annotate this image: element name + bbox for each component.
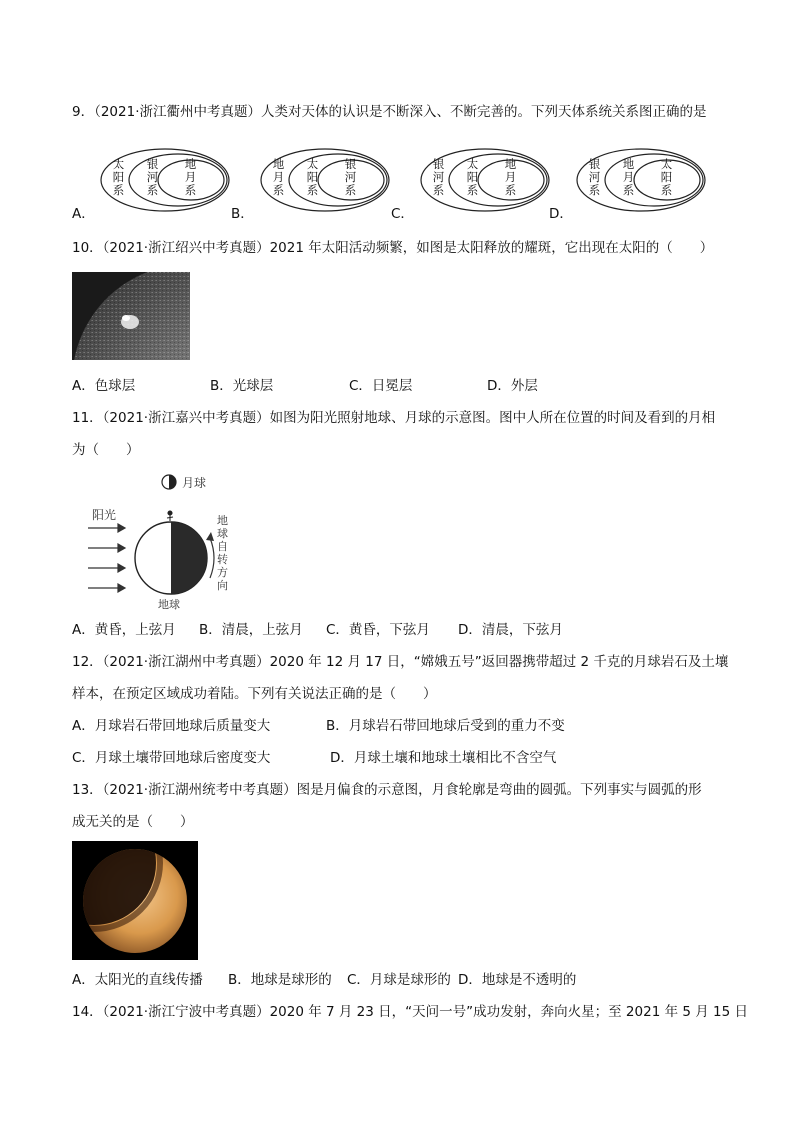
q14-stem-line1: 14．（2021·浙江宁波中考真题）2020 年 7 月 23 日，“天问一号”成功发射，奔向火星；至 2021 年 5 月 15 日 — [72, 1004, 749, 1020]
q13-option-c: C．月球是球形的 — [347, 972, 451, 988]
q12-option-c: C．月球土壤带回地球后密度变大 — [72, 750, 271, 766]
q9-b-middle-label: 太阳系 — [306, 157, 319, 197]
q9-option-c-letter: C． — [391, 206, 414, 222]
q9-c-middle-label: 太阳系 — [466, 157, 479, 197]
q11-stem-line1: 11．（2021·浙江嘉兴中考真题）如图为阳光照射地球、月球的示意图。图中人所在位置的时间及看到的月相 — [72, 410, 716, 426]
q11-rotation-char: 自 — [217, 540, 228, 553]
q9-option-d-letter: D． — [549, 206, 573, 222]
q9-d-outer-label: 银河系 — [588, 157, 601, 197]
q13-stem-line2: 成无关的是（ ） — [72, 814, 194, 830]
q11-moon-label: 月球 — [182, 476, 207, 490]
q12-stem-line1: 12．（2021·浙江湖州中考真题）2020 年 12 月 17 日，“嫦娥五号”返回器携带超过 2 千克的月球岩石及土壤 — [72, 654, 729, 670]
q12-option-d: D．月球土壤和地球土壤相比不含空气 — [330, 750, 557, 766]
q9-a-inner-label: 地月系 — [184, 157, 197, 197]
q11-rotation-char: 向 — [217, 579, 228, 592]
q9-a-middle-label: 银河系 — [146, 157, 159, 197]
q10-option-b: B．光球层 — [210, 378, 274, 394]
q12-option-a: A．月球岩石带回地球后质量变大 — [72, 718, 271, 734]
q11-option-d: D．清晨，下弦月 — [458, 622, 563, 638]
q11-option-b: B．清晨，上弦月 — [199, 622, 303, 638]
q10-option-d: D．外层 — [487, 378, 538, 394]
q12-stem-line2: 样本，在预定区域成功着陆。下列有关说法正确的是（ ） — [72, 686, 437, 702]
q11-rotation-label — [217, 514, 229, 592]
q9-a-outer-label: 太阳系 — [112, 157, 125, 197]
q11-rotation-char: 球 — [217, 527, 228, 540]
q9-b-inner-label: 银河系 — [344, 157, 357, 197]
q13-option-d: D．地球是不透明的 — [458, 972, 577, 988]
q9-c-outer-label: 银河系 — [432, 157, 445, 197]
q9-diagram-b — [258, 146, 392, 214]
q9-diagram-a — [98, 146, 232, 214]
q11-rotation-char: 转 — [217, 553, 228, 566]
q10-stem: 10．（2021·浙江绍兴中考真题）2021 年太阳活动频繁，如图是太阳释放的耀斑，它出现在太阳的（ ） — [72, 240, 714, 256]
q11-sunlight-diagram — [72, 468, 238, 610]
q9-diagram-c — [418, 146, 552, 214]
q9-diagram-d — [574, 146, 708, 214]
q11-sunlight-label: 阳光 — [92, 508, 117, 522]
q9-option-a-letter: A． — [72, 206, 95, 222]
q13-stem-line1: 13．（2021·浙江湖州统考中考真题）图是月偏食的示意图，月食轮廓是弯曲的圆弧。下列事实与圆弧的形 — [72, 782, 702, 798]
q12-option-b: B．月球岩石带回地球后受到的重力不变 — [326, 718, 565, 734]
q11-option-a: A．黄昏，上弦月 — [72, 622, 176, 638]
q13-option-b: B．地球是球形的 — [228, 972, 332, 988]
q11-earth-label: 地球 — [158, 598, 180, 611]
q9-d-middle-label: 地月系 — [622, 157, 635, 197]
q11-option-c: C．黄昏，下弦月 — [326, 622, 430, 638]
q13-option-a: A．太阳光的直线传播 — [72, 972, 203, 988]
q9-d-inner-label: 太阳系 — [660, 157, 673, 197]
q10-option-a: A．色球层 — [72, 378, 136, 394]
q9-b-outer-label: 地月系 — [272, 157, 285, 197]
solar-flare-image — [72, 272, 190, 360]
q11-stem-line2: 为（ ） — [72, 442, 140, 458]
q9-c-inner-label: 地月系 — [504, 157, 517, 197]
q9-option-b-letter: B． — [231, 206, 254, 222]
q11-rotation-char: 地 — [217, 514, 228, 527]
q11-rotation-char: 方 — [217, 566, 228, 579]
partial-lunar-eclipse-image — [72, 841, 198, 960]
q9-stem: 9．（2021·浙江衢州中考真题）人类对天体的认识是不断深入、不断完善的。下列天体系统关系图正确的是 — [72, 104, 707, 120]
q10-option-c: C．日冕层 — [349, 378, 413, 394]
